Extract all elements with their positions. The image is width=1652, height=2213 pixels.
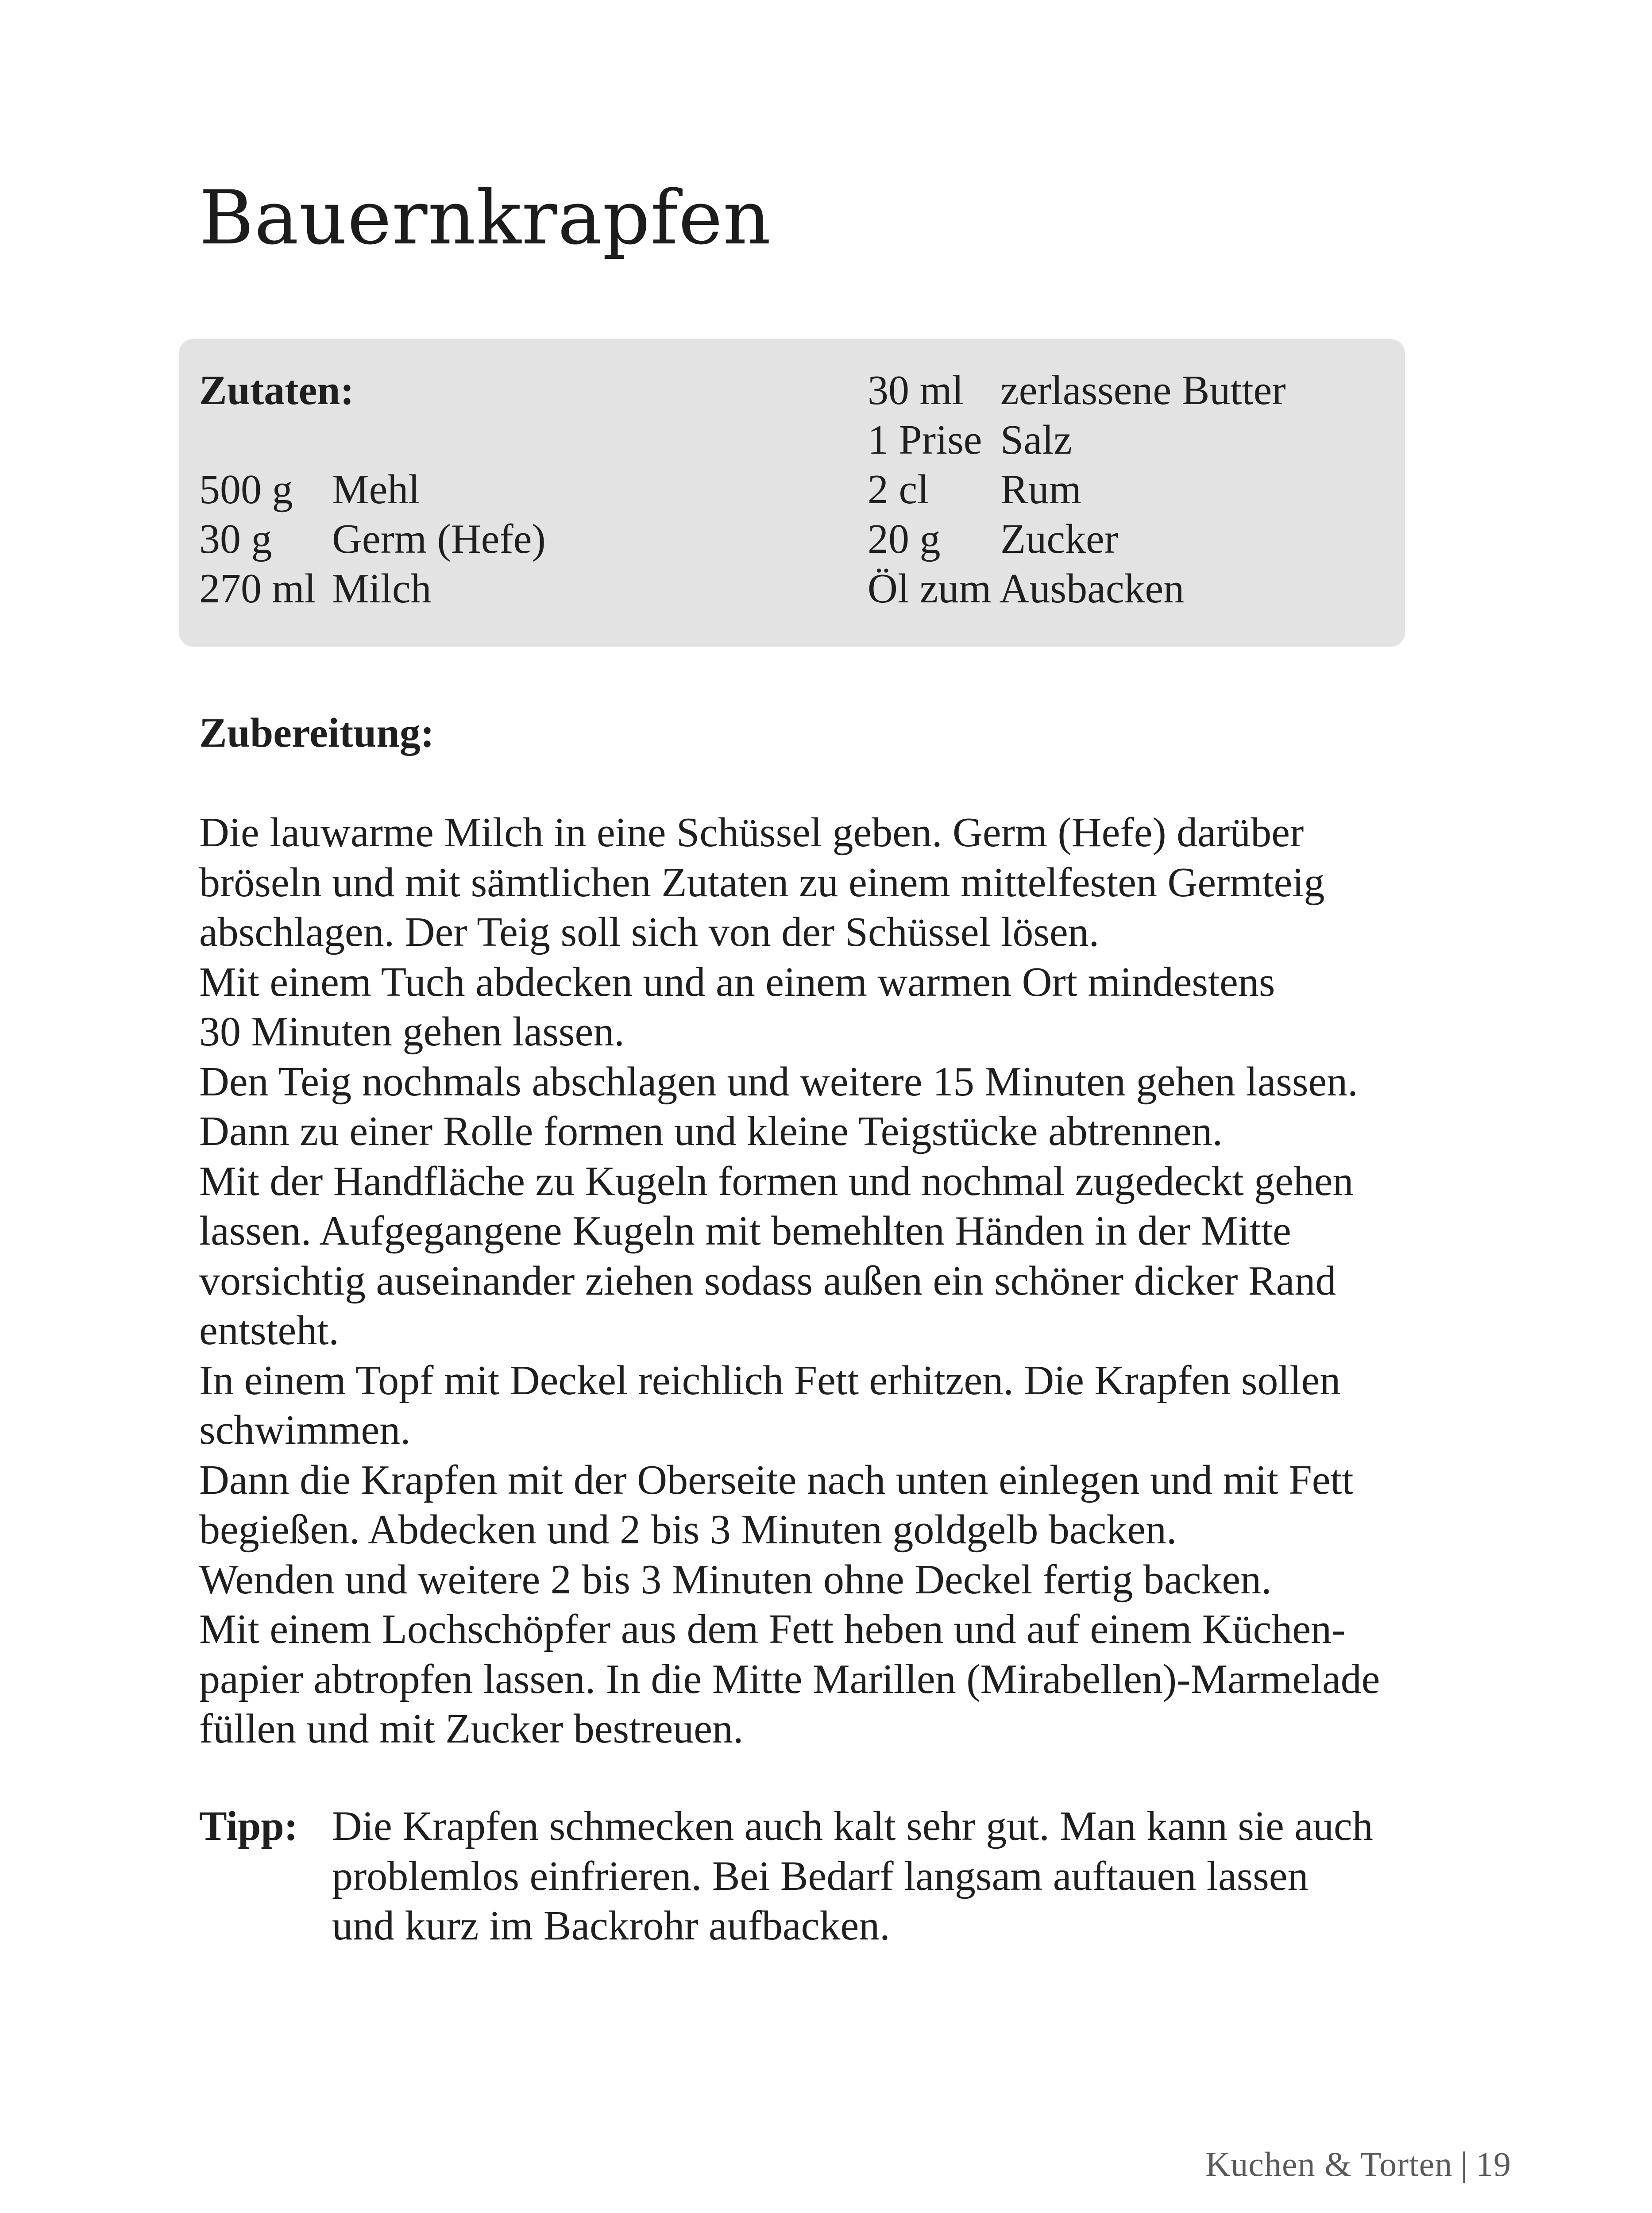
ingredients-box bbox=[179, 339, 1405, 647]
ingredient-row bbox=[199, 514, 546, 564]
method-line: schwimmen. bbox=[199, 1407, 411, 1453]
ingredient-row bbox=[868, 514, 1286, 564]
method-line: begießen. Abdecken und 2 bis 3 Minuten goldgelb backen. bbox=[199, 1507, 1177, 1553]
ingredient-name: zerlassene Butter bbox=[1000, 367, 1286, 413]
ingredients-column-left bbox=[199, 366, 546, 613]
ingredient-amount: 1 Prise bbox=[868, 417, 982, 463]
method-line: Wenden und weitere 2 bis 3 Minuten ohne Deckel fertig backen. bbox=[199, 1556, 1272, 1603]
ingredient-name: Rum bbox=[1000, 467, 1081, 513]
method-line: entsteht. bbox=[199, 1307, 339, 1353]
ingredient-name: Öl zum Ausbacken bbox=[868, 566, 1185, 612]
ingredient-name: Mehl bbox=[332, 467, 420, 513]
tip-label: Tipp: bbox=[199, 1803, 298, 1849]
footer-section-name: Kuchen & Torten bbox=[1205, 2145, 1453, 2183]
tip-line: Die Krapfen schmecken auch kalt sehr gut. Man kann sie auch bbox=[332, 1803, 1373, 1849]
tip-line: und kurz im Backrohr aufbacken. bbox=[332, 1903, 890, 1949]
ingredient-name: Milch bbox=[332, 566, 432, 612]
method-line: Den Teig nochmals abschlagen und weitere 15 Minuten gehen lassen. bbox=[199, 1058, 1358, 1105]
ingredient-row bbox=[868, 366, 1286, 415]
tip-text bbox=[332, 1801, 1421, 1951]
page-title: Bauernkrapfen bbox=[199, 174, 772, 261]
ingredient-amount: 500 g bbox=[199, 467, 293, 513]
ingredient-name: Germ (Hefe) bbox=[332, 516, 546, 562]
ingredient-amount: 20 g bbox=[868, 516, 941, 562]
method-line: Mit einem Lochschöpfer aus dem Fett heben und auf einem Küchen- bbox=[199, 1606, 1346, 1652]
method-line: Mit einem Tuch abdecken und an einem warmen Ort mindestens bbox=[199, 959, 1275, 1005]
method-line: bröseln und mit sämtlichen Zutaten zu einem mittelfesten Germteig bbox=[199, 859, 1325, 906]
method-heading: Zubereitung: bbox=[199, 710, 434, 756]
page-footer bbox=[1205, 2144, 1511, 2184]
method-line: 30 Minuten gehen lassen. bbox=[199, 1009, 625, 1055]
tip-line: problemlos einfrieren. Bei Bedarf langsam auftauen lassen bbox=[332, 1853, 1308, 1899]
method-line: Dann zu einer Rolle formen und kleine Teigstücke abtrennen. bbox=[199, 1108, 1223, 1154]
ingredient-amount: 30 ml bbox=[868, 367, 964, 413]
method-line: papier abtropfen lassen. In die Mitte Marillen (Mirabellen)-Marmelade bbox=[199, 1656, 1380, 1702]
ingredient-row bbox=[199, 564, 546, 613]
ingredient-name: Zucker bbox=[1000, 516, 1119, 562]
method-line: Dann die Krapfen mit der Oberseite nach unten einlegen und mit Fett bbox=[199, 1457, 1354, 1503]
footer-separator: | bbox=[1460, 2145, 1468, 2183]
ingredient-name: Salz bbox=[1000, 417, 1072, 463]
page-number: 19 bbox=[1476, 2145, 1511, 2183]
method-section bbox=[199, 708, 1421, 1754]
ingredients-heading: Zutaten: bbox=[199, 367, 354, 413]
method-line: füllen und mit Zucker bestreuen. bbox=[199, 1706, 744, 1752]
method-text bbox=[199, 808, 1421, 1754]
ingredient-row bbox=[868, 465, 1286, 514]
ingredients-column-right bbox=[868, 366, 1286, 613]
ingredient-row bbox=[868, 564, 1286, 613]
ingredient-amount: 2 cl bbox=[868, 467, 929, 513]
method-line: Mit der Handfläche zu Kugeln formen und nochmal zugedeckt gehen bbox=[199, 1158, 1354, 1204]
method-line: lassen. Aufgegangene Kugeln mit bemehlten Händen in der Mitte bbox=[199, 1208, 1291, 1254]
method-line: In einem Topf mit Deckel reichlich Fett erhitzen. Die Krapfen sollen bbox=[199, 1357, 1341, 1403]
method-line: abschlagen. Der Teig soll sich von der Schüssel lösen. bbox=[199, 909, 1100, 955]
ingredient-amount: 30 g bbox=[199, 516, 272, 562]
method-line: vorsichtig auseinander ziehen sodass außen ein schöner dicker Rand bbox=[199, 1257, 1336, 1304]
ingredient-row bbox=[199, 465, 546, 514]
ingredient-amount: 270 ml bbox=[199, 566, 316, 612]
method-line: Die lauwarme Milch in eine Schüssel geben. Germ (Hefe) darüber bbox=[199, 810, 1304, 856]
ingredient-row bbox=[868, 415, 1286, 465]
